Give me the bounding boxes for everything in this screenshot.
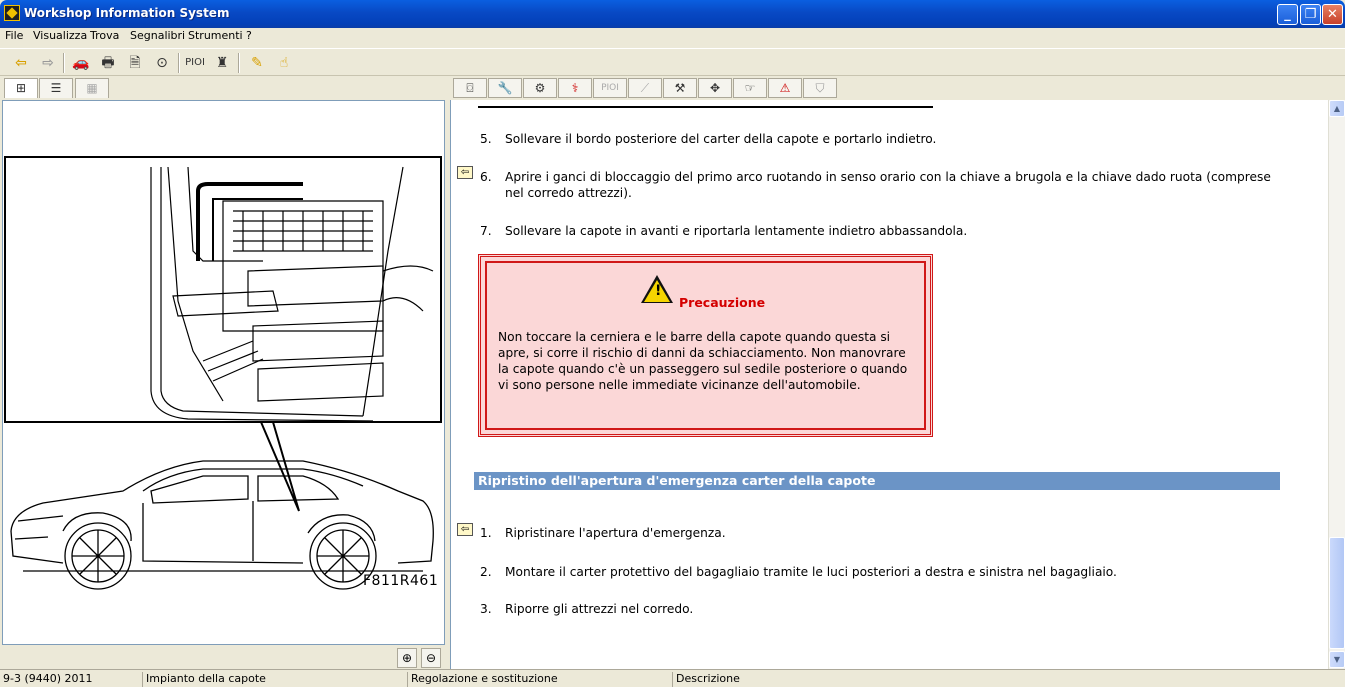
- step-text: Ripristinare l'apertura d'emergenza.: [505, 526, 726, 540]
- menu-help[interactable]: ?: [246, 29, 252, 42]
- document-pane: [450, 100, 1328, 669]
- step-number: 6.: [480, 170, 492, 184]
- step-number: 5.: [480, 132, 492, 146]
- caution-title: Precauzione: [679, 295, 766, 310]
- tab-hand-icon[interactable]: ☞: [733, 78, 767, 98]
- minimize-button[interactable]: _: [1277, 4, 1298, 25]
- menu-segnalibri[interactable]: Segnalibri: [130, 29, 186, 42]
- tab-shirt-icon[interactable]: ⛉: [803, 78, 837, 98]
- illustration-pane: [2, 100, 445, 645]
- caution-text: Non toccare la cerniera e le barre della capote quando questa si apre, si corre il rischio di danni da schiacciamento. Non manovrare la capote quando c'è un passeggero sul sedile posteriore o quando vi sono persone nelle immediate vicinanze dell'automobile.: [498, 330, 908, 392]
- toolbar: [0, 48, 1345, 76]
- tab-wrench-icon[interactable]: 🔧: [488, 78, 522, 98]
- back-icon[interactable]: ⇦: [15, 55, 27, 71]
- horizontal-rule: [478, 106, 933, 108]
- status-operation: Regolazione e sostituzione: [407, 672, 558, 687]
- reference-arrow-icon[interactable]: ⇦: [457, 523, 473, 536]
- step-number: 7.: [480, 224, 492, 238]
- tab-tool-icon[interactable]: ⟋: [628, 78, 662, 98]
- tab-image-icon[interactable]: ▦: [75, 78, 109, 98]
- scroll-up-icon[interactable]: ▲: [1329, 100, 1345, 117]
- title-bar: [0, 0, 1345, 28]
- vertical-scrollbar[interactable]: [1328, 100, 1345, 669]
- status-model: 9-3 (9440) 2011: [3, 672, 93, 685]
- status-info-type: Descrizione: [672, 672, 740, 687]
- section-heading: Ripristino dell'apertura d'emergenza carter della capote: [474, 472, 1280, 490]
- toolbar-separator: [178, 53, 180, 73]
- status-system: Impianto della capote: [142, 672, 266, 687]
- tool-icon[interactable]: ♜: [215, 55, 229, 71]
- step-text: Riporre gli attrezzi nel corredo.: [505, 602, 694, 616]
- scroll-thumb[interactable]: [1329, 537, 1345, 649]
- tab-list-icon[interactable]: ☰: [39, 78, 73, 98]
- close-button[interactable]: ✕: [1322, 4, 1343, 25]
- step-text: Montare il carter protettivo del bagagliaio tramite le luci posteriori a destra e sinistra nel bagagliaio.: [505, 565, 1117, 579]
- zoom-bar: [0, 645, 447, 669]
- pio-button[interactable]: PIOI: [185, 57, 205, 68]
- menu-bar: [0, 28, 1345, 46]
- scroll-down-icon[interactable]: ▼: [1329, 651, 1345, 668]
- binoculars-icon[interactable]: ⊙: [156, 55, 168, 71]
- window-title: Workshop Information System: [24, 6, 230, 20]
- right-tab-bar: [450, 77, 1345, 100]
- step-number: 2.: [480, 565, 492, 579]
- menu-strumenti[interactable]: Strumenti: [188, 29, 243, 42]
- step-number: 1.: [480, 526, 492, 540]
- figure-code: F811R461: [363, 573, 439, 589]
- tab-special-tool-icon[interactable]: ⚒: [663, 78, 697, 98]
- tab-pio[interactable]: PIOI: [593, 78, 627, 98]
- step-text: Sollevare il bordo posteriore del carter della capote e portarlo indietro.: [505, 132, 937, 146]
- tab-move-icon[interactable]: ✥: [698, 78, 732, 98]
- tab-component-icon[interactable]: ⌼: [453, 78, 487, 98]
- menu-trova[interactable]: Trova: [90, 29, 120, 42]
- app-icon: [4, 5, 20, 21]
- menu-file[interactable]: File: [5, 29, 24, 42]
- maximize-button[interactable]: ❐: [1300, 4, 1321, 25]
- forward-icon[interactable]: ⇨: [42, 55, 54, 71]
- toolbar-separator: [63, 53, 65, 73]
- tab-gears-icon[interactable]: ⚙: [523, 78, 557, 98]
- left-tab-bar: [0, 77, 447, 100]
- export-icon[interactable]: 🗎: [129, 55, 141, 71]
- vehicle-icon[interactable]: 🚗: [72, 55, 90, 71]
- zoom-out-icon[interactable]: ⊖: [421, 648, 441, 668]
- highlight-icon[interactable]: ✎: [251, 55, 263, 71]
- status-bar: [0, 669, 1345, 687]
- tab-tree-icon[interactable]: ⊞: [4, 78, 38, 98]
- menu-visualizza[interactable]: Visualizza: [33, 29, 88, 42]
- car-illustration: [3, 101, 444, 644]
- tab-diagnostics-icon[interactable]: ⚕: [558, 78, 592, 98]
- reference-arrow-icon[interactable]: ⇦: [457, 166, 473, 179]
- print-icon[interactable]: 🖶: [101, 55, 115, 71]
- toolbar-separator: [238, 53, 240, 73]
- exclamation-icon: !: [655, 283, 662, 299]
- step-text: Aprire i ganci di bloccaggio del primo arco ruotando in senso orario con la chiave a brugola e la chiave dado ruota (comprese nel corredo attrezzi).: [505, 170, 1271, 200]
- tab-warning-icon[interactable]: ⚠: [768, 78, 802, 98]
- pointer-note-icon[interactable]: ☝: [279, 55, 289, 71]
- step-number: 3.: [480, 602, 492, 616]
- step-text: Sollevare la capote in avanti e riportarla lentamente indietro abbassandola.: [505, 224, 968, 238]
- zoom-in-icon[interactable]: ⊕: [397, 648, 417, 668]
